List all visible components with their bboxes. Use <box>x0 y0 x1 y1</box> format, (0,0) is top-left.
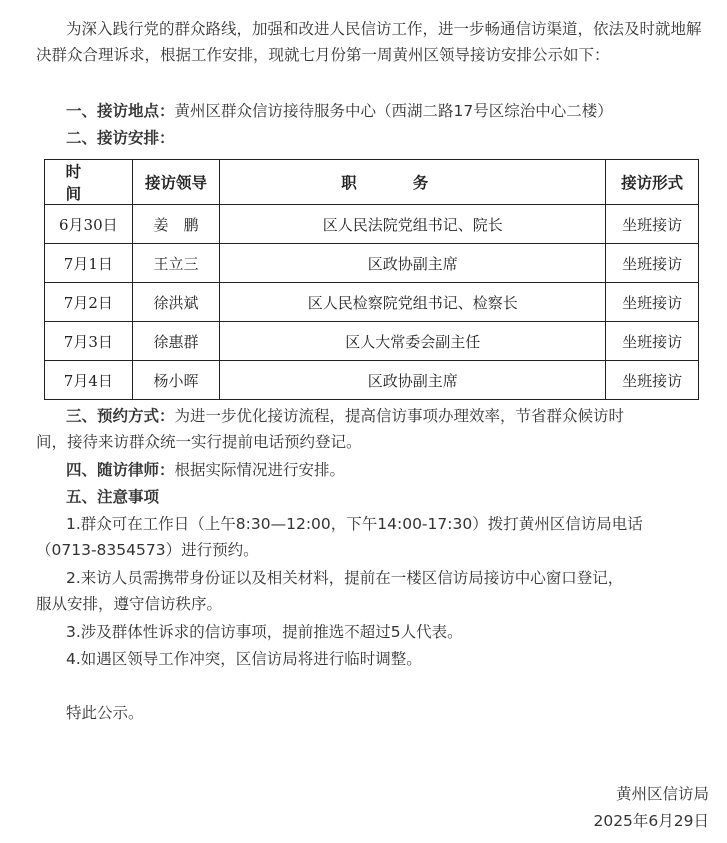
table-row <box>45 361 699 400</box>
section-appointment <box>66 403 624 429</box>
section-schedule-heading: 二、接访安排： <box>66 129 175 147</box>
cell-leader: 姜 鹏 <box>132 205 220 244</box>
cell-form: 坐班接访 <box>606 205 699 244</box>
cell-form: 坐班接访 <box>606 283 699 322</box>
section-location-text: 黄州区群众信访接待服务中心（西湖二路17号区综治中心二楼） <box>174 102 613 120</box>
note-item-2-line1: 2.来访人员需携带身份证以及相关材料，提前在一楼区信访局接访中心窗口登记， <box>66 569 624 587</box>
intro-paragraph: 为深入践行党的群众路线，加强和改进人民信访工作，进一步畅通信访渠道，依法及时就地解决群众合理诉求，根据工作安排，现就七月份第一周黄州区领导接访安排公示如下： <box>36 20 702 64</box>
cell-form: 坐班接访 <box>606 322 699 361</box>
cell-leader: 徐洪斌 <box>132 283 220 322</box>
cell-leader: 徐惠群 <box>132 322 220 361</box>
cell-date: 7月3日 <box>45 322 133 361</box>
section-notes-heading: 五、注意事项 <box>66 488 160 506</box>
cell-duty: 区人大常委会副主任 <box>220 322 606 361</box>
header-form: 接访形式 <box>606 160 699 205</box>
section-location <box>66 98 613 124</box>
cell-date: 7月4日 <box>45 361 133 400</box>
section-location-heading: 一、接访地点： <box>66 102 175 120</box>
closing-text: 特此公示。 <box>66 704 144 722</box>
header-leader: 接访领导 <box>132 160 220 205</box>
cell-leader: 杨小晖 <box>132 361 220 400</box>
cell-duty: 区人民检察院党组书记、检察长 <box>220 283 606 322</box>
section-lawyer-text: 根据实际情况进行安排。 <box>174 461 346 479</box>
header-time: 时间 <box>45 160 133 205</box>
table-row <box>45 283 699 322</box>
cell-date: 6月30日 <box>45 205 133 244</box>
note-item-2-line2: 服从安排，遵守信访秩序。 <box>36 595 223 613</box>
table-row <box>45 322 699 361</box>
table-header-row <box>45 160 699 205</box>
cell-date: 7月1日 <box>45 244 133 283</box>
signature-org: 黄州区信访局 <box>615 785 709 803</box>
cell-form: 坐班接访 <box>606 361 699 400</box>
note-item-1-line1: 1.群众可在工作日（上午8:30—12:00，下午14:00-17:30）拨打黄州区信访局电话 <box>66 515 643 533</box>
section-appointment-text-line2: 间，接待来访群众统一实行提前电话预约登记。 <box>36 433 362 451</box>
note-item-3: 3.涉及群体性诉求的信访事项，提前推选不超过5人代表。 <box>66 623 463 641</box>
header-duty: 职务 <box>220 160 606 205</box>
table-row <box>45 244 699 283</box>
cell-duty: 区政协副主席 <box>220 361 606 400</box>
cell-leader: 王立三 <box>132 244 220 283</box>
schedule-table <box>44 159 699 400</box>
section-lawyer-heading: 四、随访律师： <box>66 461 175 479</box>
cell-duty: 区人民法院党组书记、院长 <box>220 205 606 244</box>
note-item-1-line2: （0713-8354573）进行预约。 <box>36 541 259 559</box>
section-lawyer <box>66 457 345 483</box>
cell-date: 7月2日 <box>45 283 133 322</box>
cell-form: 坐班接访 <box>606 244 699 283</box>
section-appointment-heading: 三、预约方式： <box>66 407 175 425</box>
section-schedule <box>66 125 175 151</box>
signature-date: 2025年6月29日 <box>593 812 709 830</box>
table-row <box>45 205 699 244</box>
section-appointment-text-line1: 为进一步优化接访流程，提高信访事项办理效率，节省群众候访时 <box>174 407 625 425</box>
note-item-4: 4.如遇区领导工作冲突，区信访局将进行临时调整。 <box>66 650 422 668</box>
cell-duty: 区政协副主席 <box>220 244 606 283</box>
